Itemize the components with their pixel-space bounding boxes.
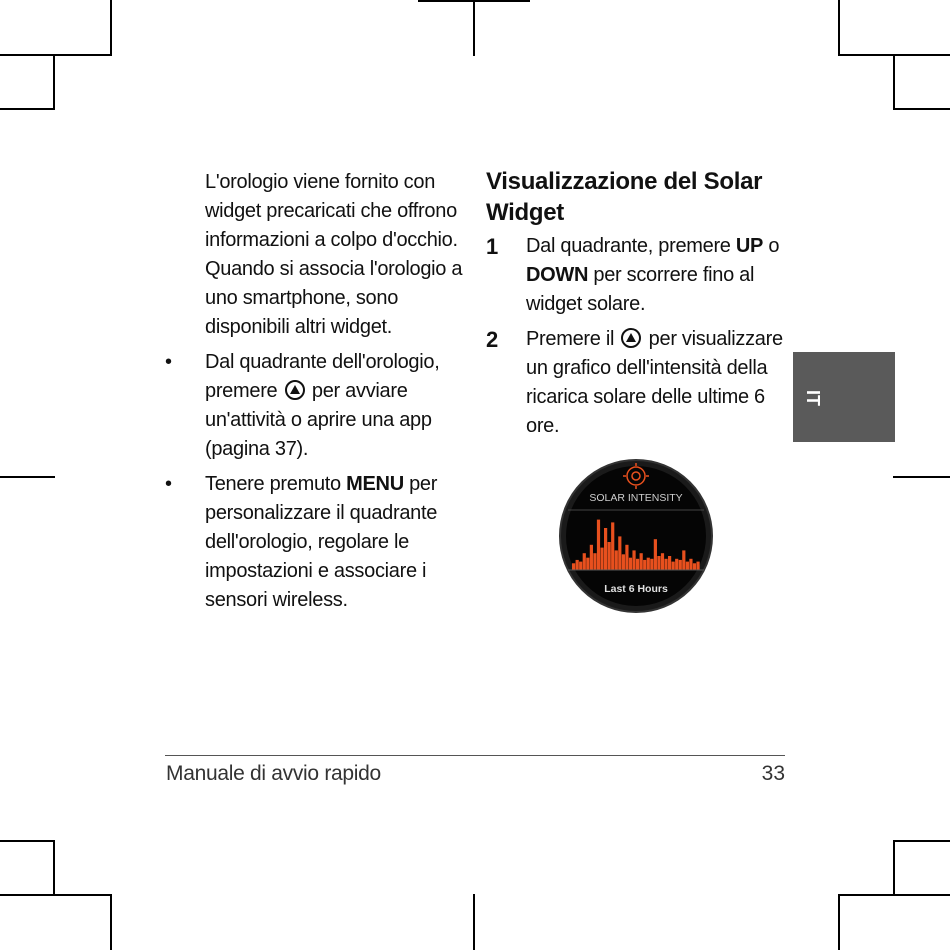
- down-key-label: DOWN: [526, 264, 589, 286]
- chart-bar: [657, 556, 660, 570]
- crop-mark: [893, 56, 895, 110]
- crop-mark: [473, 894, 475, 950]
- crop-mark: [838, 894, 950, 896]
- footer-title: Manuale di avvio rapido: [166, 762, 381, 785]
- list-item: [165, 470, 470, 615]
- chart-bar: [654, 539, 657, 570]
- language-tab-label: IT: [803, 390, 823, 406]
- chart-bar: [618, 536, 621, 570]
- action-key-icon: [285, 380, 305, 400]
- chart-bar: [576, 560, 579, 570]
- step-item: [486, 232, 786, 319]
- chart-bar: [600, 548, 603, 570]
- bullet-text-after: per personalizzare il quadrante dell'orologio, regolare le impostazioni e associare i sensori wireless.: [205, 473, 438, 611]
- chart-bar: [597, 520, 600, 570]
- chart-bar: [579, 562, 582, 570]
- bullet-text-before: Tenere premuto: [205, 473, 341, 495]
- bullet-text-after: per avviare un'attività o aprire una app (pagina 37).: [205, 380, 432, 460]
- watch-caption: Last 6 Hours: [604, 583, 668, 595]
- chart-bar: [682, 550, 685, 570]
- chart-bar: [643, 560, 646, 570]
- crop-mark: [0, 476, 55, 478]
- chart-bar: [647, 558, 650, 570]
- crop-mark: [110, 0, 112, 56]
- chart-bar: [679, 560, 682, 570]
- chart-bar: [672, 562, 675, 570]
- list-item: [165, 348, 470, 464]
- chart-bar: [622, 554, 625, 570]
- crop-mark: [893, 840, 895, 896]
- chart-bar: [686, 562, 689, 570]
- intro-paragraph: L'orologio viene fornito con widget precaricati che offrono informazioni a colpo d'occhio. Quando si associa l'orologio a uno smartphone, sono disponibili altri widget.: [205, 171, 463, 338]
- step-text-after: per visualizzare un grafico dell'intensità della ricarica solare delle ultime 6 ore.: [526, 328, 783, 437]
- chart-bar: [629, 558, 632, 570]
- chart-bar: [604, 528, 607, 570]
- crop-mark: [838, 0, 840, 56]
- crop-mark: [53, 56, 55, 110]
- chart-bar: [593, 553, 596, 570]
- crop-mark: [110, 894, 112, 950]
- crop-mark: [893, 476, 950, 478]
- chart-bar: [636, 559, 639, 570]
- chart-bar: [611, 522, 614, 570]
- left-column: [165, 168, 470, 615]
- chart-bar: [583, 553, 586, 570]
- chart-bar: [586, 558, 589, 570]
- step-text-before: Premere il: [526, 328, 615, 350]
- bullet-dot: •: [165, 351, 173, 373]
- crop-mark: [893, 840, 950, 842]
- page-number: 33: [761, 762, 785, 785]
- step-item: [486, 325, 786, 441]
- chart-bar: [625, 545, 628, 570]
- chart-bar: [675, 559, 678, 570]
- crop-mark: [838, 894, 840, 950]
- chart-bar: [661, 553, 664, 570]
- chart-bar: [608, 542, 611, 570]
- footer-divider: [165, 755, 785, 756]
- chart-bar: [693, 563, 696, 570]
- crop-mark: [0, 54, 112, 56]
- crop-mark: [0, 108, 55, 110]
- section-heading: Visualizzazione del Solar Widget: [486, 168, 763, 226]
- step-number: 2: [486, 327, 499, 352]
- chart-bar: [668, 556, 671, 570]
- crop-mark: [0, 840, 55, 842]
- right-column: [486, 166, 786, 447]
- crop-mark: [893, 108, 950, 110]
- action-key-icon: [621, 328, 641, 348]
- bullet-text-before: Dal quadrante dell'orologio, premere: [205, 351, 440, 402]
- chart-bar: [650, 559, 653, 570]
- up-key-label: UP: [735, 235, 764, 257]
- chart-bar: [615, 550, 618, 570]
- chart-bar: [689, 559, 692, 570]
- chart-bar: [632, 550, 635, 570]
- chart-bar: [640, 553, 643, 570]
- step-text-mid: o: [768, 235, 780, 257]
- chart-bar: [590, 545, 593, 570]
- chart-bar: [664, 559, 667, 570]
- watch-illustration: [558, 458, 714, 614]
- crop-mark: [0, 894, 112, 896]
- chart-bar: [696, 562, 699, 570]
- bullet-dot: •: [165, 473, 173, 495]
- crop-mark: [473, 0, 475, 56]
- step-text-after: per scorrere fino al widget solare.: [526, 264, 755, 315]
- menu-key-label: MENU: [346, 473, 404, 495]
- step-text-before: Dal quadrante, premere: [526, 235, 731, 257]
- watch-title: SOLAR INTENSITY: [589, 492, 683, 504]
- crop-mark: [53, 840, 55, 896]
- chart-bar: [572, 563, 575, 570]
- step-number: 1: [486, 234, 499, 259]
